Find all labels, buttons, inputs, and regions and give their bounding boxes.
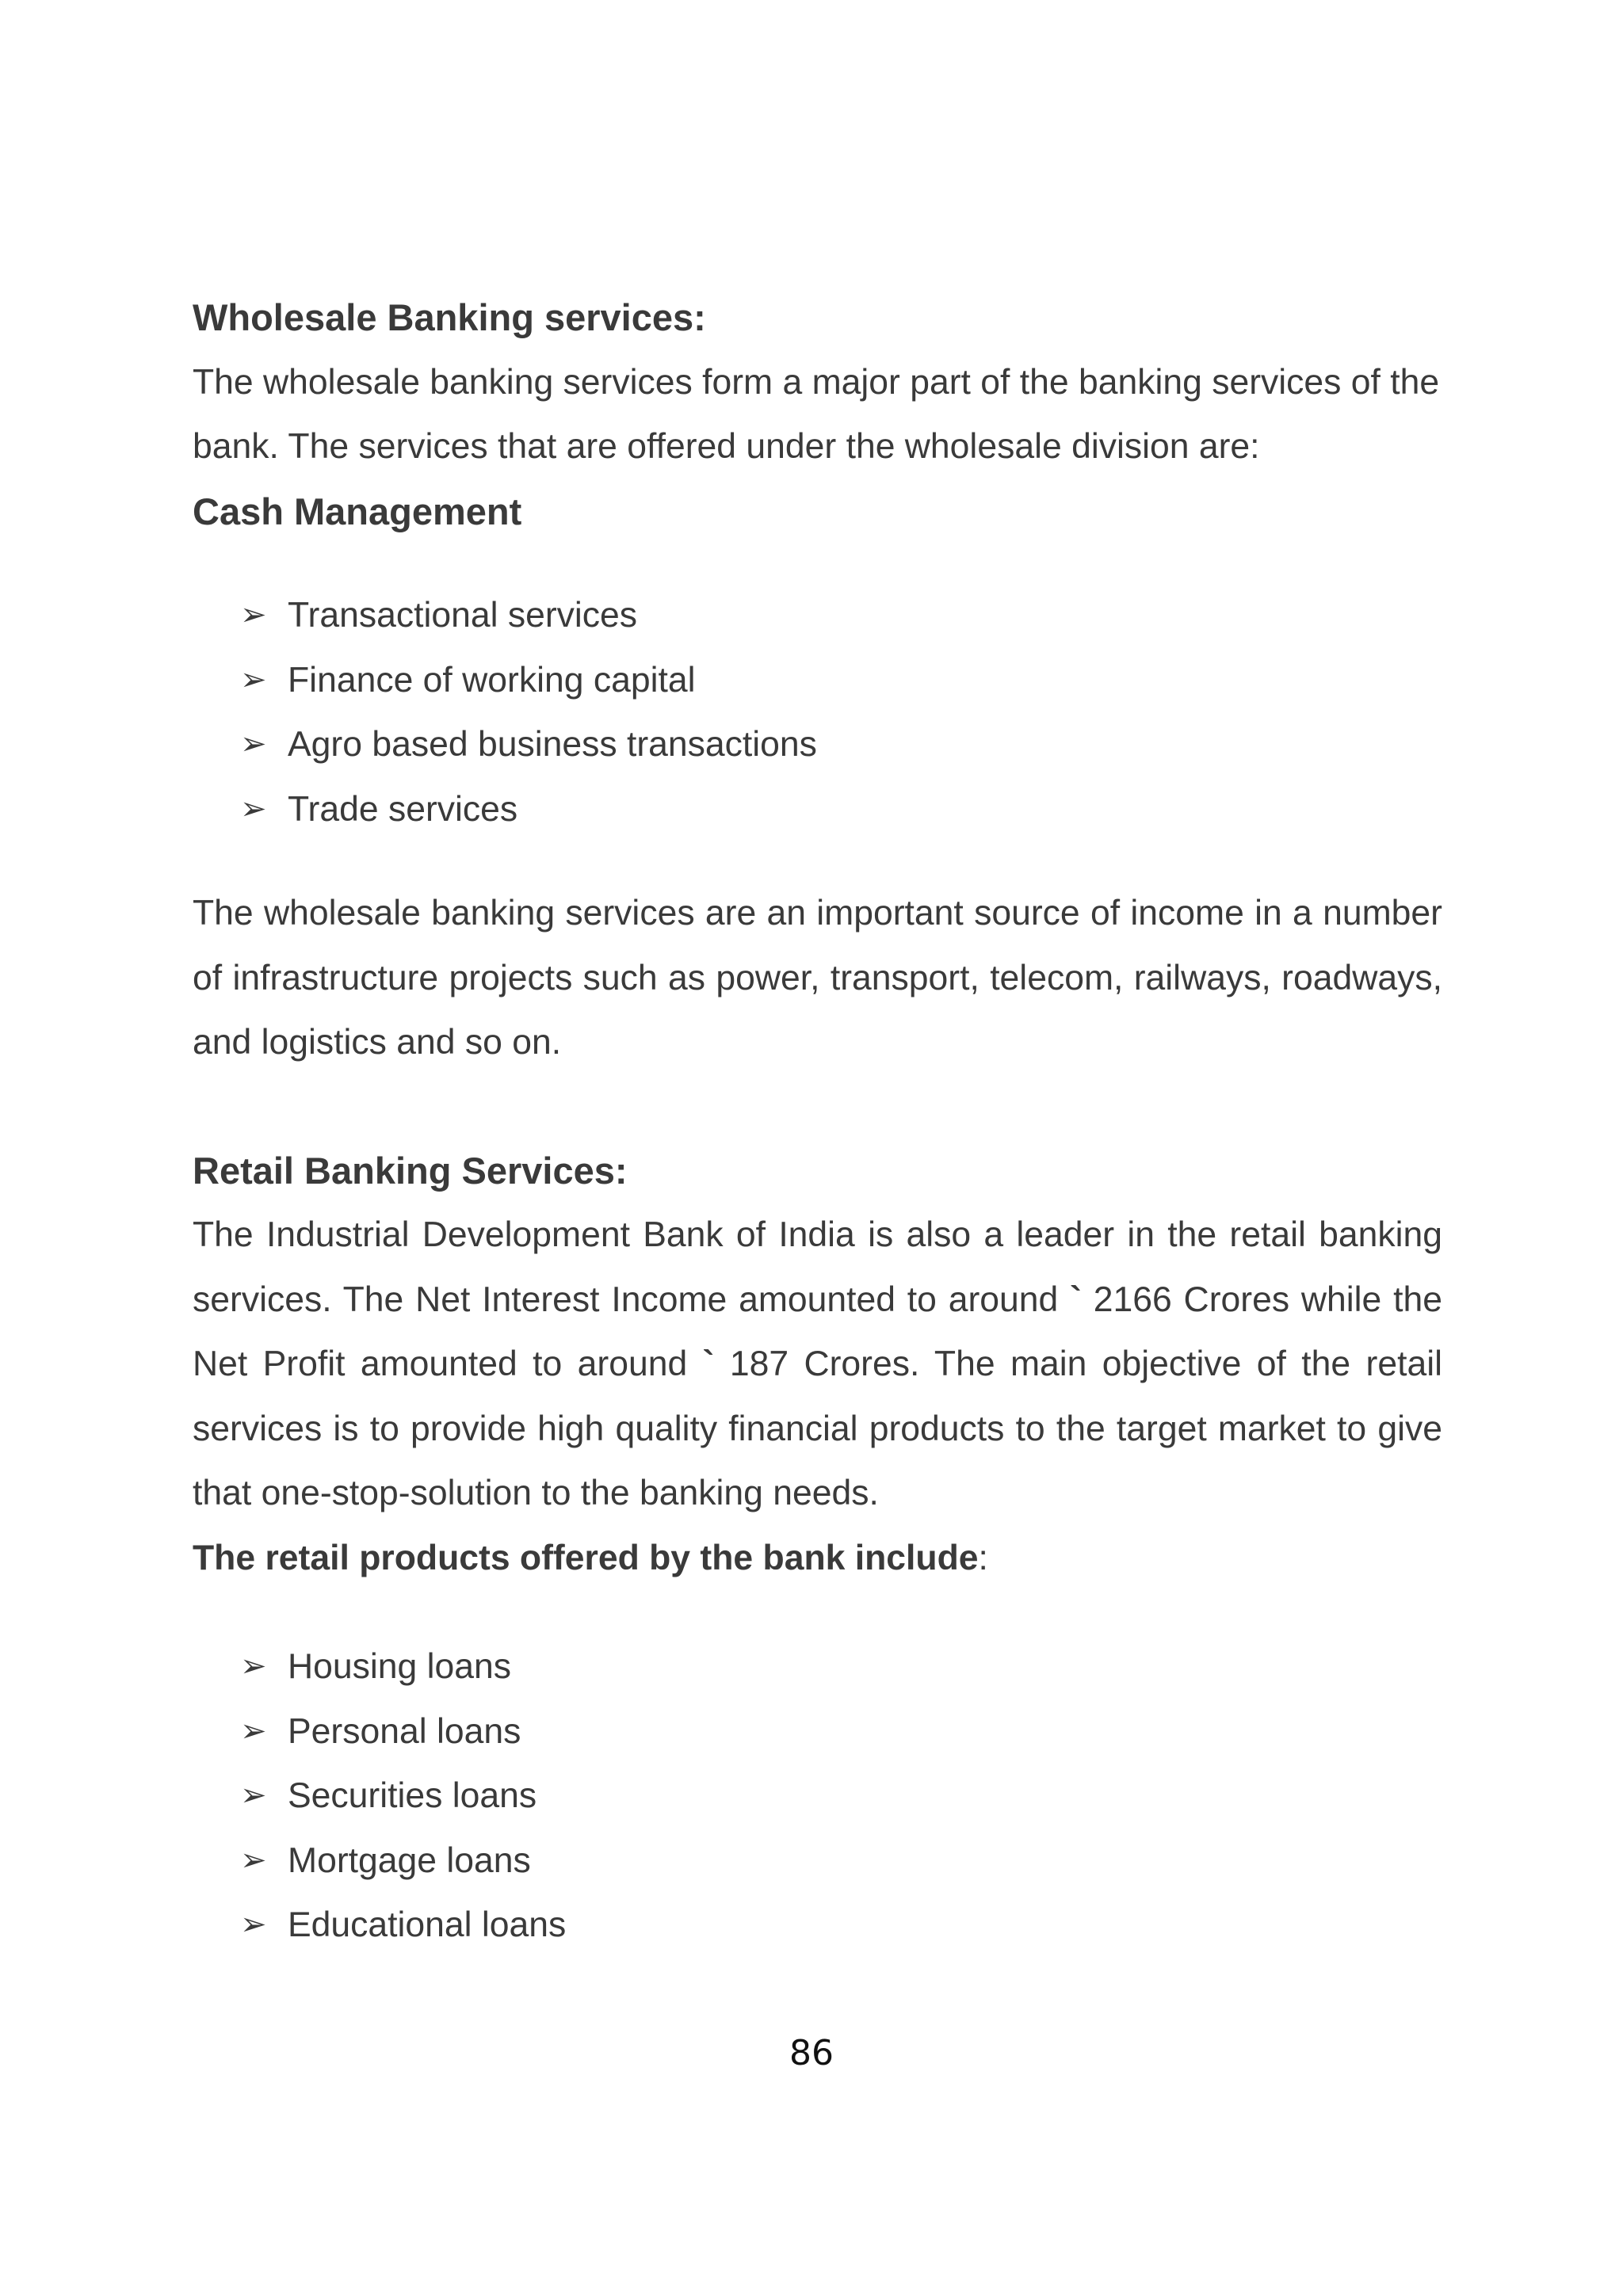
list-item: ➢ Agro based business transactions (240, 712, 1442, 777)
arrow-bullet-icon: ➢ (240, 726, 267, 762)
list-item: ➢ Personal loans (240, 1699, 1442, 1764)
page-number: 86 (789, 2033, 834, 2073)
rupee-symbol: ` (702, 1344, 715, 1383)
list-item: ➢ Mortgage loans (240, 1829, 1442, 1894)
retail-products-list (193, 1634, 1442, 1958)
arrow-bullet-icon: ➢ (240, 1712, 267, 1749)
rupee-symbol: ` (1070, 1280, 1082, 1319)
arrow-bullet-icon: ➢ (240, 1841, 267, 1878)
list-item: ➢ Transactional services (240, 583, 1442, 648)
list-item: ➢ Educational loans (240, 1893, 1442, 1958)
arrow-bullet-icon: ➢ (240, 1906, 267, 1943)
arrow-bullet-icon: ➢ (240, 1648, 267, 1684)
wholesale-intro: The wholesale banking services form a major part of the banking services of the bank. The services that are offered under the wholesale division are: (193, 362, 1440, 466)
arrow-bullet-icon: ➢ (240, 597, 267, 633)
retail-heading: Retail Banking Services: (193, 1149, 628, 1192)
wholesale-heading: Wholesale Banking services: (193, 296, 706, 338)
cash-management-subheading: Cash Management (193, 490, 522, 532)
arrow-bullet-icon: ➢ (240, 661, 267, 698)
retail-products-label: The retail products offered by the bank include: (193, 1538, 988, 1577)
retail-paragraph: The Industrial Development Bank of India is also a leader in the retail banking services. The Net Interest Income amounted to around ` 2166 Crores while the Net Profit amounted to around ` 187 Crores. The main objective of the retail services is to provide high quality financial products to the target market to give that one-stop-solution to the banking needs. (193, 1215, 1442, 1512)
cash-management-list (193, 583, 1442, 841)
wholesale-closing: The wholesale banking services are an important source of income in a number of infrastructure projects such as power, transport, telecom, railways, roadways, and logistics and so on. (193, 894, 1442, 1062)
list-item: ➢ Securities loans (240, 1764, 1442, 1829)
arrow-bullet-icon: ➢ (240, 790, 267, 827)
list-item: ➢ Housing loans (240, 1634, 1442, 1699)
arrow-bullet-icon: ➢ (240, 1777, 267, 1814)
list-item: ➢ Trade services (240, 777, 1442, 842)
list-item: ➢ Finance of working capital (240, 648, 1442, 713)
page-content (193, 285, 1442, 1958)
